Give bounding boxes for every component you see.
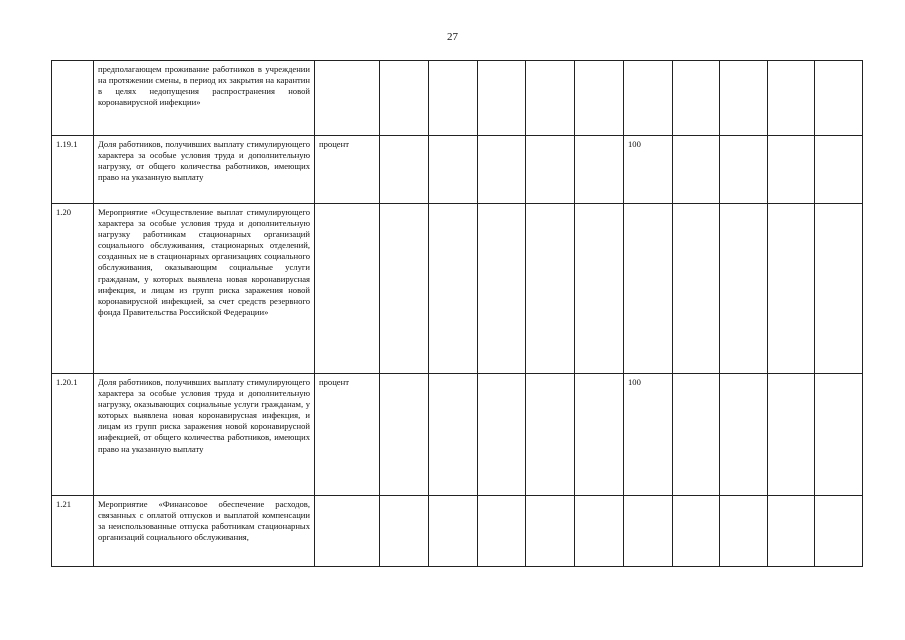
empty-cell	[380, 374, 429, 496]
empty-cell	[815, 496, 863, 567]
empty-cell	[815, 61, 863, 136]
table-row	[52, 374, 863, 496]
row-unit: процент	[315, 136, 380, 204]
row-description: Мероприятие «Осуществление выплат стимулирующего характера за особые условия труда и дополнительную нагрузку работникам стационарных организаций социального обслуживания, стационарных отделений, созданных не в стационарных организациях социального обслуживания, оказывающим социальные услуги гражданам, у которых выявлена новая коронавирусная инфекция, и лицам из групп риска заражения новой коронавирусной инфекцией, за счет средств резервного фонда Правительства Российской Федерации»	[94, 204, 315, 374]
row-value	[624, 61, 673, 136]
empty-cell	[673, 496, 720, 567]
table-row	[52, 61, 863, 136]
empty-cell	[526, 61, 575, 136]
empty-cell	[575, 374, 624, 496]
empty-cell	[768, 374, 815, 496]
empty-cell	[815, 374, 863, 496]
empty-cell	[575, 136, 624, 204]
empty-cell	[768, 496, 815, 567]
empty-cell	[673, 61, 720, 136]
row-value: 100	[624, 136, 673, 204]
empty-cell	[478, 204, 526, 374]
empty-cell	[673, 204, 720, 374]
row-unit: процент	[315, 374, 380, 496]
empty-cell	[720, 136, 768, 204]
empty-cell	[575, 61, 624, 136]
empty-cell	[380, 204, 429, 374]
empty-cell	[478, 496, 526, 567]
row-number: 1.20	[52, 204, 94, 374]
empty-cell	[429, 136, 478, 204]
empty-cell	[575, 204, 624, 374]
empty-cell	[673, 136, 720, 204]
empty-cell	[526, 374, 575, 496]
row-description: предполагающем проживание работников в учреждении на протяжении смены, в период их закрытия на карантин в целях недопущения распространения новой коронавирусной инфекции»	[94, 61, 315, 136]
row-value	[624, 496, 673, 567]
indicators-table	[51, 60, 863, 567]
table-row	[52, 496, 863, 567]
row-unit	[315, 204, 380, 374]
table-row	[52, 136, 863, 204]
empty-cell	[478, 136, 526, 204]
row-number: 1.19.1	[52, 136, 94, 204]
page-number: 27	[447, 31, 458, 43]
table-row	[52, 204, 863, 374]
empty-cell	[478, 61, 526, 136]
empty-cell	[720, 496, 768, 567]
row-unit	[315, 61, 380, 136]
empty-cell	[380, 496, 429, 567]
empty-cell	[526, 496, 575, 567]
empty-cell	[673, 374, 720, 496]
row-description: Мероприятие «Финансовое обеспечение расходов, связанных с оплатой отпусков и выплатой компенсации за неиспользованные отпуска работникам стационарных организаций социального обслуживания,	[94, 496, 315, 567]
empty-cell	[380, 61, 429, 136]
row-description: Доля работников, получивших выплату стимулирующего характера за особые условия труда и дополнительную нагрузку, оказывающих социальные услуги гражданам, у которых выявлена новая коронавирусная инфекция, и лицам из групп риска заражения новой коронавирусной инфекцией, от общего количества работников, имеющих право на указанную выплату	[94, 374, 315, 496]
row-number: 1.20.1	[52, 374, 94, 496]
row-description: Доля работников, получивших выплату стимулирующего характера за особые условия труда и дополнительную нагрузку, от общего количества работников, имеющих право на указанную выплату	[94, 136, 315, 204]
empty-cell	[768, 204, 815, 374]
empty-cell	[720, 61, 768, 136]
row-unit	[315, 496, 380, 567]
empty-cell	[429, 204, 478, 374]
empty-cell	[526, 136, 575, 204]
empty-cell	[815, 136, 863, 204]
empty-cell	[478, 374, 526, 496]
empty-cell	[429, 61, 478, 136]
empty-cell	[526, 204, 575, 374]
row-value: 100	[624, 374, 673, 496]
empty-cell	[768, 61, 815, 136]
row-number	[52, 61, 94, 136]
empty-cell	[429, 496, 478, 567]
empty-cell	[575, 496, 624, 567]
empty-cell	[720, 204, 768, 374]
row-value	[624, 204, 673, 374]
empty-cell	[429, 374, 478, 496]
row-number: 1.21	[52, 496, 94, 567]
empty-cell	[768, 136, 815, 204]
empty-cell	[815, 204, 863, 374]
empty-cell	[720, 374, 768, 496]
empty-cell	[380, 136, 429, 204]
